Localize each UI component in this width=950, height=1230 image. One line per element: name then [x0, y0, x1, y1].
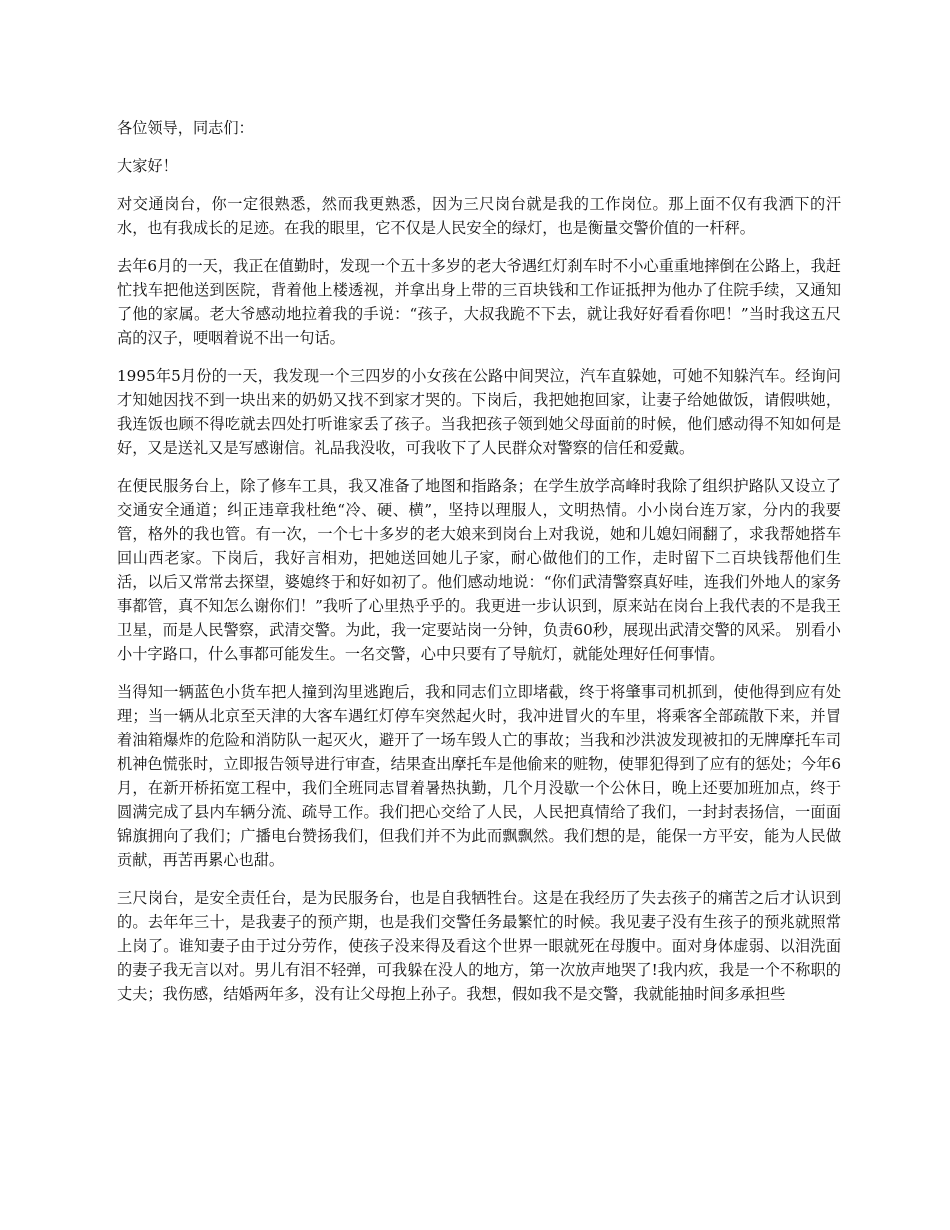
greeting: 大家好！ — [117, 157, 178, 175]
paragraph: 1995年5月份的一天，我发现一个三四岁的小女孩在公路中间哭泣，汽车直躲她，可她不知躲汽车。经询问才知她因找不到一块出来的奶奶又找不到家才哭的。下岗后，我把她抱回家，让妻子给她做饭，请假哄她，我连饭也顾不得吃就去四处打听谁家丢了孩子。当我把孩子领到她父母面前的时候，他们感动得不知如何是好，又是送礼又是写感谢信。礼品我没收，可我收下了人民群众对警察的信任和爱戴。 — [117, 367, 841, 457]
document-body — [117, 116, 841, 1020]
paragraph: 当得知一辆蓝色小货车把人撞到沟里逃跑后，我和同志们立即堵截，终于将肇事司机抓到，使他得到应有处理；当一辆从北京至天津的大客车遇红灯停车突然起火时，我冲进冒火的车里，将乘客全部疏散下来，并冒着油箱爆炸的危险和消防队一起灭火，避开了一场车毁人亡的事故；当我和沙洪波发现被扣的无牌摩托车司机神色慌张时，立即报告领导进行审查，结果查出摩托车是他偷来的赃物，使罪犯得到了应有的惩处；今年6月，在新开桥拓宽工程中，我们全班同志冒着暑热执勤，几个月没歇一个公休日，晚上还要加班加点，终于圆满完成了县内车辆分流、疏导工作。我们把心交给了人民，人民把真情给了我们，一封封表扬信，一面面锦旗拥向了我们；广播电台赞扬我们，但我们并不为此而飘飘然。我们想的是，能保一方平安，能为人民做贡献，再苦再累心也甜。 — [117, 683, 841, 869]
paragraph: 对交通岗台，你一定很熟悉，然而我更熟悉，因为三尺岗台就是我的工作岗位。那上面不仅有我洒下的汗水，也有我成长的足迹。在我的眼里，它不仅是人民安全的绿灯，也是衡量交警价值的一杆秤。 — [117, 195, 841, 237]
paragraph: 在便民服务台上，除了修车工具，我又准备了地图和指路条；在学生放学高峰时我除了组织护路队又设立了交通安全通道；纠正违章我杜绝“冷、硬、横”，坚持以理服人，文明热情。小小岗台连万家，分内的我要管，格外的我也管。有一次，一个七十多岁的老大娘来到岗台上对我说，她和儿媳妇闹翻了，求我帮她搭车回山西老家。下岗后，我好言相劝，把她送回她儿子家，耐心做他们的工作，走时留下二百块钱帮他们生活，以后又常常去探望，婆媳终于和好如初了。他们感动地说：“你们武清警察真好哇，连我们外地人的家务事都管，真不知怎么谢你们！”我听了心里热乎乎的。我更进一步认识到，原来站在岗台上我代表的不是我王卫星，而是人民警察，武清交警。为此，我一定要站岗一分钟，负责60秒，展现出武清交警的风采。 别看小小十字路口，什么事都可能发生。一名交警，心中只要有了导航灯，就能处理好任何事情。 — [117, 477, 841, 663]
paragraph: 三尺岗台，是安全责任台，是为民服务台，也是自我牺牲台。这是在我经历了失去孩子的痛苦之后才认识到的。去年年三十，是我妻子的预产期，也是我们交警任务最繁忙的时候。我见妻子没有生孩子的预兆就照常上岗了。谁知妻子由于过分劳作，使孩子没来得及看这个世界一眼就死在母腹中。面对身体虚弱、以泪洗面的妻子我无言以对。男儿有泪不轻弹，可我躲在没人的地方，第一次放声地哭了!我内疚，我是一个不称职的丈夫；我伤感，结婚两年多，没有让父母抱上孙子。我想，假如我不是交警，我就能抽时间多承担些 — [117, 889, 841, 1003]
salutation: 各位领导，同志们： — [117, 119, 254, 137]
paragraph: 去年6月的一天，我正在值勤时，发现一个五十多岁的老大爷遇红灯刹车时不小心重重地摔倒在公路上，我赶忙找车把他送到医院，背着他上楼透视，并拿出身上带的三百块钱和工作证抵押为他办了住院手续，又通知了他的家属。老大爷感动地拉着我的手说：“孩子，大叔我跪不下去，就让我好好看看你吧！”当时我这五尺高的汉子，哽咽着说不出一句话。 — [117, 257, 841, 347]
